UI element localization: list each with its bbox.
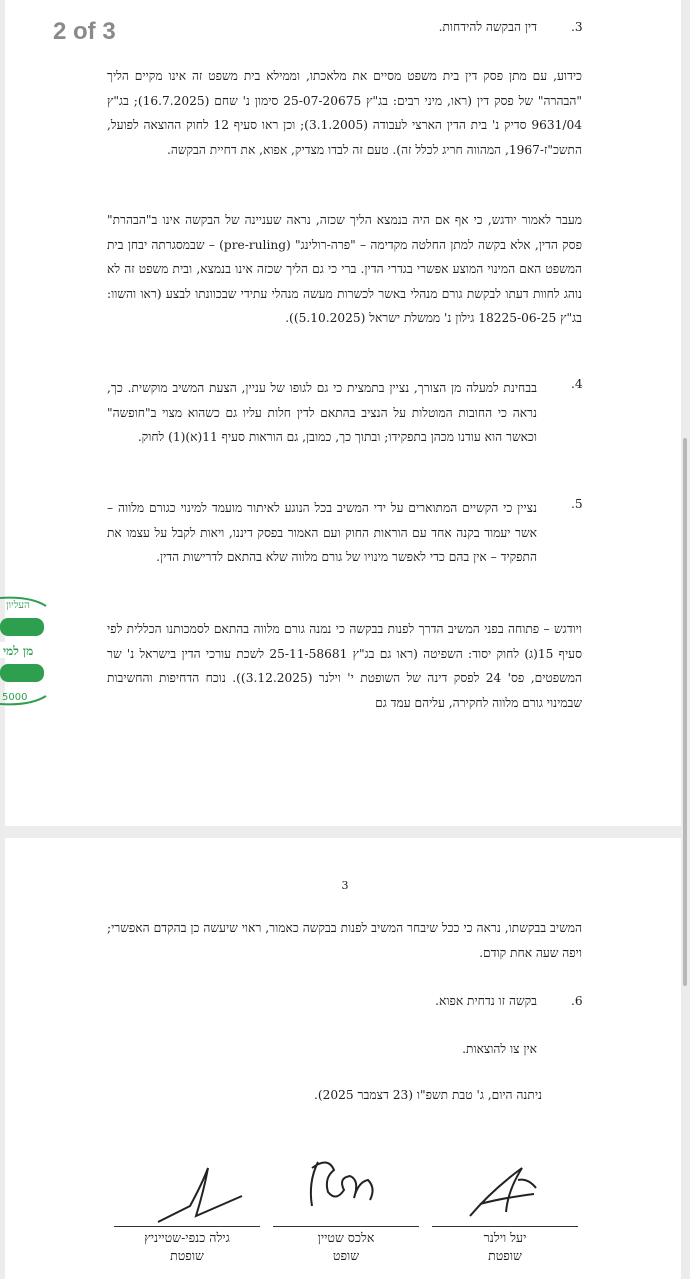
paragraph-finality: כידוע, עם מתן פסק דין בית משפט מסיים את מלאכתו, וממילא בית משפט זה אינו מקיים הליך "הבהרה" של פסק דין (ראו, מיני רבים: בג"ץ 25-07-20675 סימון נ' שחם (16.7.2025); בג"ץ 9631/04 סדיק נ' בית הדין הארצי לעבודה (3.1.2005); וכן ראו סעיף 12 לחוק ההוצאה לפועל, התשכ"ז-1967, המהווה חריג לכלל זה). טעם זה לבדו מצדיק, אפוא, את דחיית הבקשה. <box>107 69 583 157</box>
paragraph-continuation: המשיב בבקשתו, נראה כי ככל שיבחר המשיב לפנות בבקשה כאמור, ראוי שיעשה כן בהקדם האפשרי; ויפה שעה אחת קודם. <box>107 921 582 960</box>
section-5-number: .5 <box>571 497 583 511</box>
section-6-number: .6 <box>571 994 583 1008</box>
signature-left-handwriting <box>150 1160 250 1230</box>
no-costs-order: אין צו להוצאות. <box>462 1042 537 1056</box>
signatory-middle-role: שופט <box>332 1248 360 1263</box>
signature-line-right <box>432 1226 578 1227</box>
signatory-right-name: יעל וילנר <box>483 1230 527 1245</box>
signatory-left-role: שופטת <box>170 1248 204 1263</box>
signatory-left-name: גילה כנפי-שטייניץ <box>144 1230 230 1245</box>
scrollbar-thumb[interactable] <box>683 438 687 986</box>
section-6-text: בקשה זו נדחית אפוא. <box>435 994 537 1008</box>
court-stamp <box>0 592 50 710</box>
signature-middle-handwriting <box>298 1152 382 1222</box>
signatory-right-role: שופטת <box>488 1248 522 1263</box>
signature-right-handwriting <box>462 1160 542 1224</box>
signature-line-middle <box>273 1226 419 1227</box>
page-number: 3 <box>341 879 349 892</box>
issue-date: ניתנה היום, ג' טבת תשפ"ו (23 דצמבר 2025). <box>314 1088 542 1102</box>
section-3-heading: דין הבקשה להידחות. <box>438 20 537 34</box>
paragraph-section-4: בבחינת למעלה מן הצורך, נציין בתמצית כי גם לגופו של עניין, הצעת המשיב מוקשית. כך, נראה כי החובות המוטלות על הנציב בהתאם לדין חלות עליו גם כשהוא מצוי ב"חופשה" וכאשר הוא עודנו מכהן בתפקידו; ובתוך כך, כמובן, גם הוראות סעיף 11(א)(1) לחוק. <box>107 381 537 444</box>
signature-line-left <box>114 1226 260 1227</box>
page-indicator: 2 of 3 <box>53 18 116 45</box>
section-3-number: .3 <box>571 20 583 34</box>
paragraph-pre-ruling: מעבר לאמור יודגש, כי אף אם היה בנמצא הליך שכזה, נראה שעניינה של הבקשה אינו ב"הבהרת" פסק הדין, אלא בקשה למתן החלטה מקדימה – "פרה-רולינג" (pre-ruling) – שבמסגרתה יבחן בית המשפט האם המינוי המוצע אפשרי בגדרי הדין. ברי כי גם הליך שכזה אינו בנמצא, ובית משפט זה לא נוהג לחוות דעתו לבקשת גורם מנהלי באשר לכשרות מעשה מנהלי עתידי שבכוונתו לבצע (ראו והשוו: בג"ץ 18225-06-25 גילון נ' ממשלת ישראל (5.10.2025)). <box>107 213 582 325</box>
paragraph-section-5: נציין כי הקשיים המתוארים על ידי המשיב בכל הנוגע לאיתור מועמד למינוי כגורם מלווה – אשר יעמוד בקנה אחד עם הוראות החוק ועם האמור בפסק דיננו, ויאות לקבל על עצמו את התפקיד – אין בהם כדי לאפשר מינויו של גורם מלווה שלא בהתאם לדרישות הדין. <box>107 501 537 564</box>
section-4-number: .4 <box>571 377 583 391</box>
stamp-top-text: העליון <box>6 600 30 611</box>
paragraph-accompanying-officer: ויודגש – פתוחה בפני המשיב הדרך לפנות בבקשה כי נמנה גורם מלווה בהתאם לסמכותנו הכללית לפי סעיף 15(ג) לחוק יסוד: השפיטה (ראו גם בג"ץ 25-11-58681 לשכת עורכי הדין בישראל נ' שר המשפטים, פס' 24 לפסק דינה של השופטת י' וילנר (3.12.2025)). נוכח הדחיפות והחשיבות שבמינוי גורם מלווה לחקירה, עליהם עמד גם <box>107 622 583 710</box>
stamp-middle-text: מן למי <box>3 644 34 658</box>
stamp-bottom-text: 5000‎ <box>2 692 28 703</box>
signatory-middle-name: אלכס שטיין <box>317 1230 375 1245</box>
